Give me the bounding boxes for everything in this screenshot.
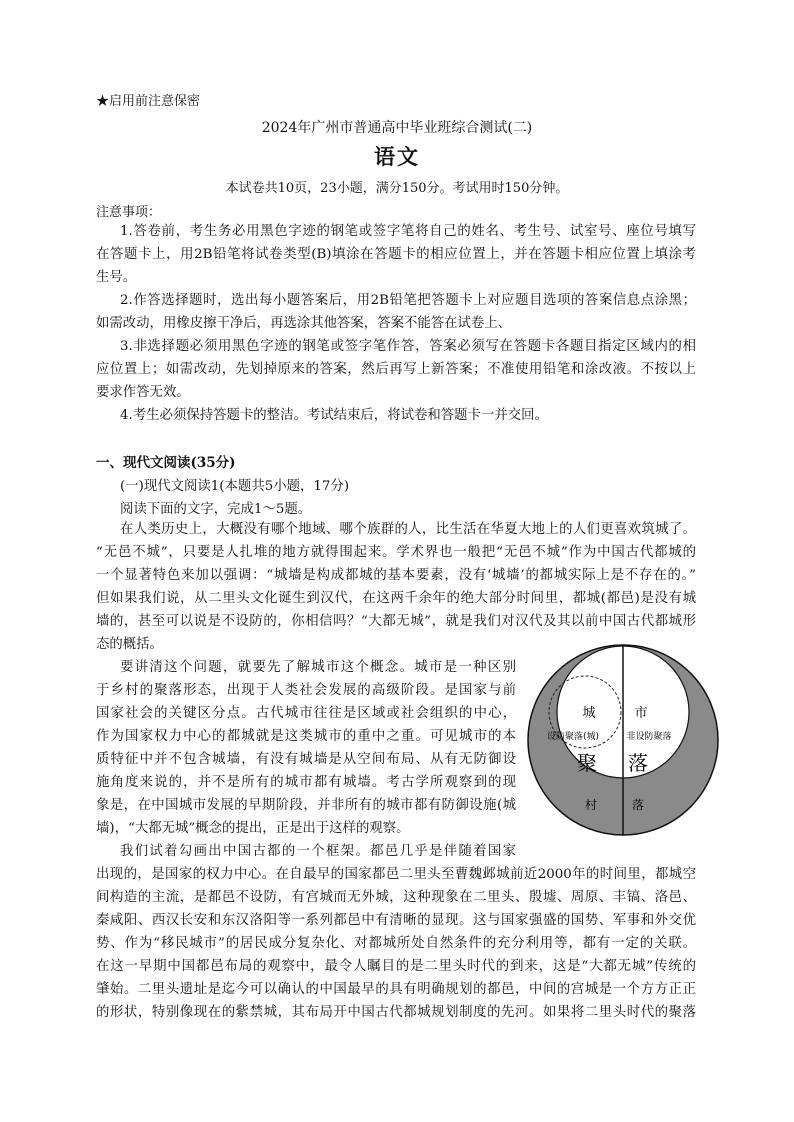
note-item-3-line1: 3.非选择题必须用黑色字迹的钢笔或签字笔作答，答案必须写在答题卡各题目指定区域内的相 (120, 339, 696, 354)
subject-title: 语文 (374, 144, 420, 169)
note-item-3-line2: 应位置上；如需改动，先划掉原来的答案，然后再写上新答案；不准使用铅笔和涂改液。不按以上 (96, 362, 696, 377)
note-item-2-line1: 2.作答选择题时，选出每小题答案后，用2B铅笔把答题卡上对应题目选项的答案信息点涂黑； (120, 293, 696, 308)
note-item-1-line3: 生号。 (96, 270, 137, 285)
label-unfortified: 非设防聚落 (626, 732, 672, 742)
passage-p3-line7: 肇始。二里头遗址是迄今可以确认的中国最早的具有明确规划的都邑，中间的宫城是一个方方正正 (96, 982, 696, 997)
label-shi: 市 (634, 706, 648, 721)
passage-p1-line6: 态的概括。 (96, 637, 163, 652)
passage-p3-line2: 出现的，是国家的权力中心。在自最早的国家都邑二里头至曹魏邺城前近2000年的时间里，都城空 (96, 867, 696, 882)
section-heading: 一、现代文阅读(35分) (96, 455, 236, 471)
confidential-notice: ★启用前注意保密 (96, 94, 201, 109)
passage-p3-line3: 间构造的主流，是都邑不设防，有宫城而无外城，这种现象在二里头、殷墟、周原、丰镐、洛邑、 (96, 890, 696, 905)
exam-title: 2024年广州市普通高中毕业班综合测试(二) (261, 120, 533, 136)
note-item-1-line1: 1.答卷前，考生务必用黑色字迹的钢笔或签字笔将自己的姓名、考生号、试室号、座位号填写 (120, 224, 696, 239)
sub-section-heading: (一)现代文阅读1(本题共5小题，17分) (120, 479, 350, 494)
notes-heading: 注意事项： (96, 205, 162, 220)
label-luo2: 落 (631, 798, 645, 812)
passage-p2-line7: 象是，在中国城市发展的早期阶段，并非所有的城市都有防御设施(城 (96, 798, 516, 813)
passage-p3-line8: 的形状，特别像现在的紫禁城，其布局开中国古代都城规划制度的先河。如果将二里头时代的聚落 (96, 1005, 696, 1020)
label-ju: 聚 (577, 751, 597, 775)
reading-instruction: 阅读下面的文字，完成1～5题。 (120, 502, 312, 517)
passage-p2-line5: 质特征中并不包含城墙，有没有城墙是从空间布局、从有无防御设 (96, 752, 516, 767)
passage-p3-line5: 势、作为“移民城市”的居民成分复杂化、对都城所处自然条件的充分利用等，都有一定的关联。 (96, 936, 696, 951)
passage-p1-line2: “无邑不城”，只要是人扎堆的地方就得围起来。学术界也一般把“无邑不城”作为中国古代都城的 (96, 545, 696, 560)
exam-info: 本试卷共10页，23小题，满分150分。考试用时150分钟。 (225, 181, 569, 196)
passage-p1-line4: 但如果我们说，从二里头文化诞生到汉代，在这两千余年的绝大部分时间里，都城(都邑)是没有城 (96, 591, 696, 606)
passage-p1-line3: 一个显著特色来加以强调：“城墙是构成都城的基本要素，没有‘城墙’的都城实际上是不存在的。” (96, 568, 696, 583)
passage-p3-line4: 秦咸阳、西汉长安和东汉洛阳等一系列都邑中有清晰的显现。这与国家强盛的国势、军事和外交优 (96, 913, 696, 928)
passage-p2-line8: 墙)，“大都无城”概念的提出，正是出于这样的观察。 (96, 821, 410, 836)
note-item-3-line3: 要求作答无效。 (96, 385, 190, 400)
passage-p2-line4: 作为国家权力中心的都城就是这类城市的重中之重。可见城市的本 (96, 729, 516, 744)
label-cun: 村 (584, 798, 598, 812)
passage-p3-line1: 我们试着勾画出中国古都的一个框架。都邑几乎是伴随着国家 (120, 844, 516, 859)
passage-p2-line6: 施角度来说的，并不是所有的城市都有城墙。考古学所观察到的现 (96, 775, 516, 790)
passage-p1-line1: 在人类历史上，大概没有哪个地域、哪个族群的人，比生活在华夏大地上的人们更喜欢筑城了。 (120, 522, 696, 537)
passage-p2-line2: 于乡村的聚落形态，出现于人类社会发展的高级阶段。是国家与前 (96, 683, 516, 698)
passage-p1-line5: 墙的，甚至可以说是不设防的，你相信吗？“大都无城”，就是我们对汉代及其以前中国古代都城形 (96, 614, 696, 629)
passage-p2-line1: 要讲清这个问题，就要先了解城市这个概念。城市是一种区别 (120, 660, 516, 675)
note-item-2-line2: 如需改动，用橡皮擦干净后，再选涂其他答案，答案不能答在试卷上、 (96, 316, 512, 331)
passage-p3-line6: 在这一早期中国都邑布局的观察中，最令人瞩目的是二里头时代的到来，这是“大都无城”传统的 (96, 959, 696, 974)
settlement-diagram (525, 642, 721, 838)
label-fortified: 设防聚落(城) (546, 732, 600, 742)
note-item-1-line2: 在答题卡上，用2B铅笔将试卷类型(B)填涂在答题卡的相应位置上，并在答题卡相应位置上填涂考 (96, 247, 696, 262)
passage-p2-line3: 国家社会的关键区分点。古代城市往往是区域或社会组织的中心， (96, 706, 516, 721)
label-cheng: 城 (582, 706, 596, 721)
note-item-4-line1: 4.考生必须保持答题卡的整洁。考试结束后，将试卷和答题卡一并交回。 (120, 408, 548, 423)
label-luo: 落 (628, 751, 648, 775)
